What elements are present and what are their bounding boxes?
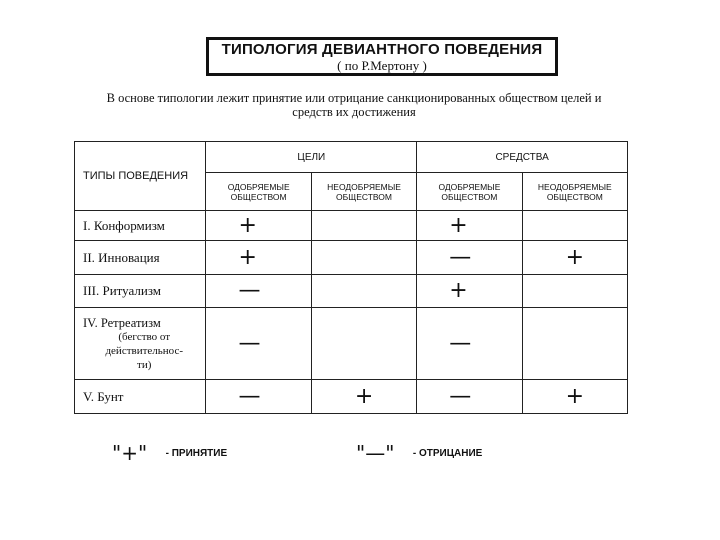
header-line: ОДОБРЯЕМЫЕ bbox=[438, 181, 501, 192]
header-line: ОБЩЕСТВОМ bbox=[336, 191, 393, 202]
goals-approved-header bbox=[206, 173, 311, 211]
mark-cell: + bbox=[417, 275, 522, 308]
mark-cell: — bbox=[417, 308, 522, 380]
mark-cell: — bbox=[206, 275, 311, 308]
page-subtitle: ( по Р.Мертону ) bbox=[337, 58, 427, 73]
mark-cell: — bbox=[417, 241, 522, 275]
intro-line-2: средств их достижения bbox=[292, 105, 416, 119]
page-title: ТИПОЛОГИЯ ДЕВИАНТНОГО ПОВЕДЕНИЯ bbox=[221, 41, 543, 58]
mark-cell bbox=[311, 308, 416, 380]
type-line: IV. Ретреатизм bbox=[83, 315, 161, 330]
goals-disapproved-header bbox=[311, 173, 416, 211]
header-row-1 bbox=[75, 142, 628, 173]
header-line: ОДОБРЯЕМЫЕ bbox=[227, 181, 290, 192]
plus-symbol: "+" bbox=[112, 441, 148, 465]
type-line: ти) bbox=[137, 358, 152, 371]
header-line: НЕОДОБРЯЕМЫЕ bbox=[327, 181, 401, 192]
header-line: ОБЩЕСТВОМ bbox=[546, 191, 603, 202]
mark-cell: — bbox=[417, 380, 522, 414]
goals-header: ЦЕЛИ bbox=[206, 142, 417, 173]
mark-cell: + bbox=[522, 380, 627, 414]
type-innovation: II. Инновация bbox=[75, 241, 206, 275]
mark-cell bbox=[522, 308, 627, 380]
mark-cell: — bbox=[206, 380, 311, 414]
mark-cell bbox=[522, 211, 627, 241]
minus-symbol: "—" bbox=[356, 441, 395, 465]
means-disapproved-header bbox=[522, 173, 627, 211]
mark-cell bbox=[522, 275, 627, 308]
legend-accept bbox=[112, 441, 227, 465]
type-line: (бегство от bbox=[118, 330, 171, 343]
means-approved-header bbox=[417, 173, 522, 211]
mark-cell: + bbox=[206, 211, 311, 241]
plus-legend-text: - ПРИНЯТИЕ bbox=[165, 447, 228, 459]
mark-cell: + bbox=[522, 241, 627, 275]
mark-cell: + bbox=[206, 241, 311, 275]
type-line: действительнос- bbox=[105, 344, 183, 357]
mark-cell: — bbox=[206, 308, 311, 380]
type-retreatism bbox=[75, 308, 206, 380]
type-rebellion: V. Бунт bbox=[75, 380, 206, 414]
mark-cell bbox=[311, 241, 416, 275]
table-row bbox=[75, 275, 628, 308]
mark-cell bbox=[311, 211, 416, 241]
intro-text bbox=[84, 91, 624, 119]
types-header: ТИПЫ ПОВЕДЕНИЯ bbox=[75, 142, 206, 211]
legend-deny bbox=[356, 441, 482, 465]
mark-cell: + bbox=[417, 211, 522, 241]
means-header: СРЕДСТВА bbox=[417, 142, 628, 173]
header-line: ОБЩЕСТВОМ bbox=[230, 191, 287, 202]
mark-cell bbox=[311, 275, 416, 308]
mark-cell: + bbox=[311, 380, 416, 414]
table-row bbox=[75, 308, 628, 380]
type-conformism: I. Конформизм bbox=[75, 211, 206, 241]
header-line: ОБЩЕСТВОМ bbox=[441, 191, 498, 202]
header-line: НЕОДОБРЯЕМЫЕ bbox=[537, 181, 612, 192]
table-row bbox=[75, 211, 628, 241]
typology-table bbox=[74, 141, 628, 414]
intro-line-1: В основе типологии лежит принятие или отрицание санкционированных обществом целей и bbox=[106, 91, 602, 105]
table-row bbox=[75, 380, 628, 414]
table-row bbox=[75, 241, 628, 275]
minus-legend-text: - ОТРИЦАНИЕ bbox=[412, 447, 483, 459]
title-box bbox=[206, 37, 558, 76]
type-ritualism: III. Ритуализм bbox=[75, 275, 206, 308]
